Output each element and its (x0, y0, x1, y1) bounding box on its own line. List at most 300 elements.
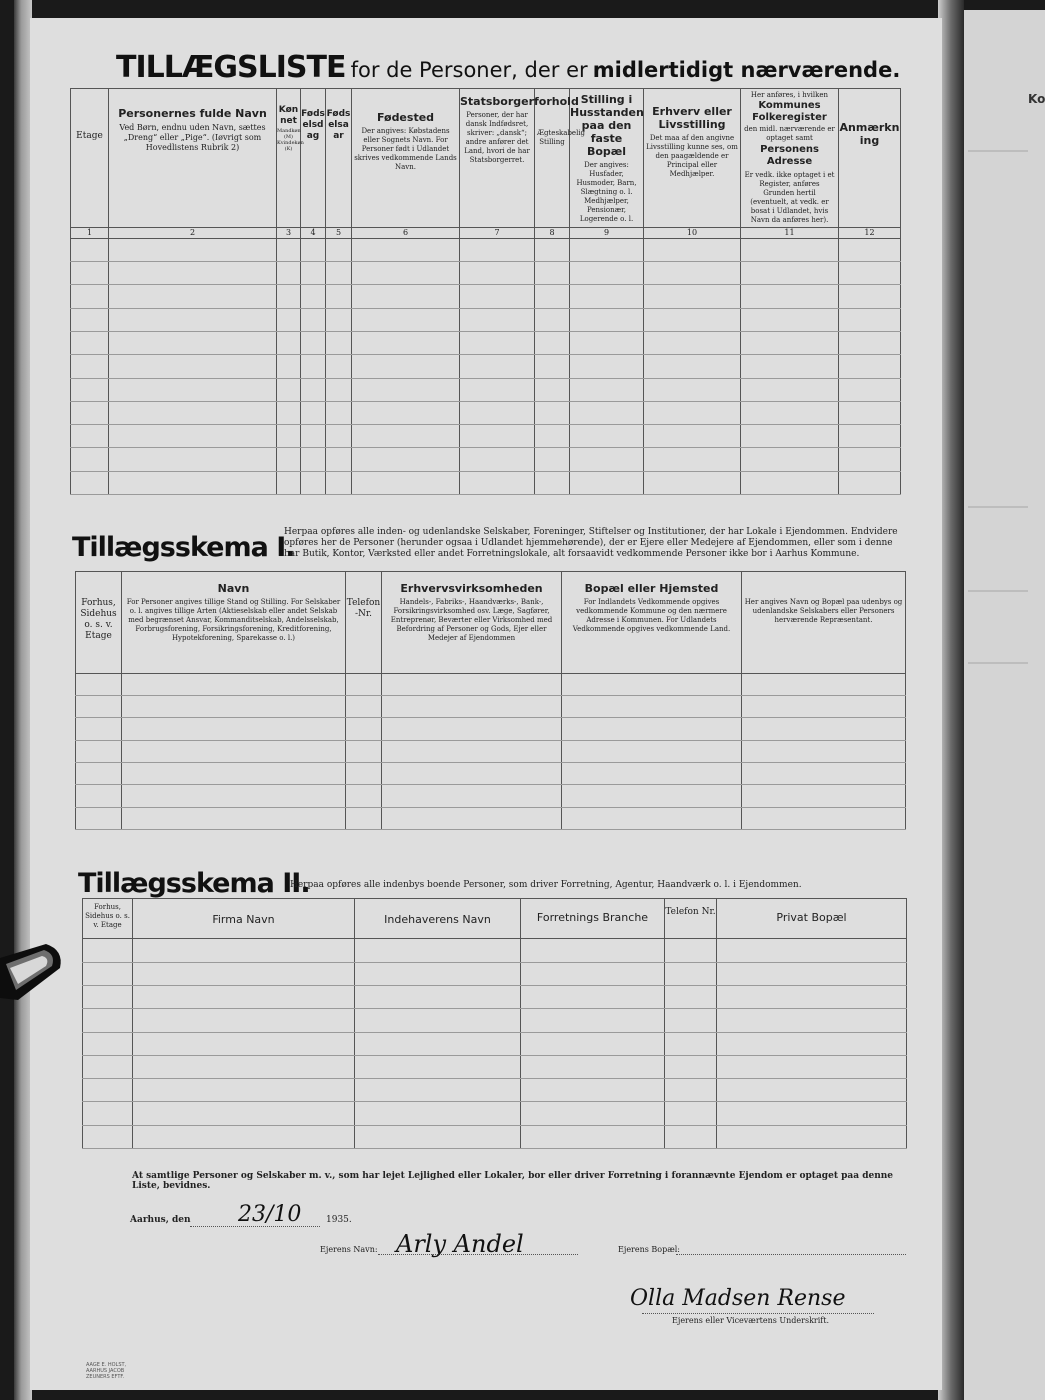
table-cell[interactable] (382, 695, 562, 717)
table-cell[interactable] (839, 355, 901, 378)
table-cell[interactable] (741, 355, 839, 378)
table-cell[interactable] (109, 285, 277, 308)
table-cell[interactable] (839, 308, 901, 331)
table-row (83, 962, 907, 985)
table-cell[interactable] (326, 308, 352, 331)
caretaker-label: Ejerens eller Viceværtens Underskrift. (672, 1316, 830, 1325)
table-cell[interactable] (277, 285, 301, 308)
table-cell[interactable] (71, 448, 109, 471)
table-cell[interactable] (355, 939, 521, 962)
table-cell[interactable] (644, 401, 741, 424)
table-cell[interactable] (301, 355, 326, 378)
table-cell[interactable] (460, 262, 535, 285)
table-cell[interactable] (355, 1102, 521, 1125)
table-cell[interactable] (521, 1102, 665, 1125)
table-cell[interactable] (71, 471, 109, 494)
table-cell[interactable] (301, 471, 326, 494)
table-cell[interactable] (644, 285, 741, 308)
next-page (964, 10, 1045, 1400)
table-cell[interactable] (521, 962, 665, 985)
table-cell[interactable] (76, 785, 122, 807)
table-cell[interactable] (71, 331, 109, 354)
skema2-intro: Herpaa opføres alle indenbys boende Personer, som driver Forretning, Agentur, Haandværk o. l. i Ejendommen. (290, 880, 802, 890)
table-cell[interactable] (277, 331, 301, 354)
table-cell[interactable] (741, 285, 839, 308)
table-cell[interactable] (301, 425, 326, 448)
table-cell[interactable] (109, 448, 277, 471)
col-etage: Etage (71, 89, 109, 228)
table-cell[interactable] (83, 1055, 133, 1078)
skema1-header (76, 572, 906, 674)
s2-col-indehaver: Indehaverens Navn (355, 899, 521, 939)
table-cell[interactable] (665, 1055, 717, 1078)
s1-col-bopael: Bopæl eller Hjemsted For Indlandets Vedkommende opgives vedkommende Kommune og den nærmere Adresse i Kommunen. For Udlandets Vedkommende opgives vedkommende Land. (562, 572, 742, 674)
table-cell[interactable] (382, 807, 562, 829)
table-cell[interactable] (277, 378, 301, 401)
table-row (83, 1079, 907, 1102)
table-cell[interactable] (277, 471, 301, 494)
city-label: Aarhus, den (130, 1215, 191, 1225)
s2-col-telefon: Telefon Nr. (665, 899, 717, 939)
table-row (71, 401, 901, 424)
table-cell[interactable] (460, 425, 535, 448)
table-cell[interactable] (644, 238, 741, 261)
table-cell[interactable] (665, 939, 717, 962)
table-cell[interactable] (109, 355, 277, 378)
table-cell[interactable] (83, 986, 133, 1009)
table-cell[interactable] (352, 285, 460, 308)
table-cell[interactable] (109, 331, 277, 354)
table-cell[interactable] (355, 962, 521, 985)
table-row (83, 1032, 907, 1055)
table-cell[interactable] (644, 355, 741, 378)
table-cell[interactable] (665, 986, 717, 1009)
table-cell[interactable] (122, 718, 346, 740)
table-cell[interactable] (741, 308, 839, 331)
table-cell[interactable] (382, 762, 562, 784)
table-cell[interactable] (71, 238, 109, 261)
table-cell[interactable] (562, 718, 742, 740)
table-cell[interactable] (717, 1032, 907, 1055)
table-cell[interactable] (570, 308, 644, 331)
table-cell[interactable] (460, 378, 535, 401)
table-cell[interactable] (839, 262, 901, 285)
table-row (71, 471, 901, 494)
table-cell[interactable] (521, 1079, 665, 1102)
table-cell[interactable] (83, 962, 133, 985)
table-cell[interactable] (839, 331, 901, 354)
table-cell[interactable] (644, 308, 741, 331)
table-cell[interactable] (742, 785, 906, 807)
table-cell[interactable] (570, 262, 644, 285)
table-row (71, 448, 901, 471)
table-cell[interactable] (717, 1102, 907, 1125)
table-cell[interactable] (535, 331, 570, 354)
table-cell[interactable] (109, 308, 277, 331)
table-cell[interactable] (76, 762, 122, 784)
table-cell[interactable] (570, 448, 644, 471)
s1-col-telefon: Telefon-Nr. (346, 572, 382, 674)
page-title: TILLÆGSLISTE (116, 50, 346, 85)
table-row (76, 785, 906, 807)
table-row (83, 1055, 907, 1078)
owner-label: Ejerens Navn: (320, 1245, 378, 1254)
table-cell[interactable] (326, 285, 352, 308)
table-cell[interactable] (352, 331, 460, 354)
table-row (83, 986, 907, 1009)
table-cell[interactable] (665, 962, 717, 985)
table-row (71, 378, 901, 401)
table-row (76, 718, 906, 740)
table-cell[interactable] (277, 355, 301, 378)
table-cell[interactable] (521, 1009, 665, 1032)
table-cell[interactable] (839, 285, 901, 308)
page-subtitle-bold: midlertidigt nærværende. (592, 58, 901, 82)
table-row (76, 740, 906, 762)
s2-col-branche: Forretnings Branche (521, 899, 665, 939)
table-cell[interactable] (382, 718, 562, 740)
table-cell[interactable] (352, 471, 460, 494)
table-cell[interactable] (521, 1055, 665, 1078)
table-cell[interactable] (277, 238, 301, 261)
table-cell[interactable] (133, 962, 355, 985)
page-title-line (116, 50, 900, 85)
skema1-body (76, 673, 906, 829)
table-cell[interactable] (839, 378, 901, 401)
table-cell[interactable] (133, 1079, 355, 1102)
table-cell[interactable] (644, 331, 741, 354)
table-cell[interactable] (741, 262, 839, 285)
table-cell[interactable] (665, 1125, 717, 1148)
table-cell[interactable] (326, 448, 352, 471)
table-row (83, 1102, 907, 1125)
table-cell[interactable] (71, 378, 109, 401)
table-cell[interactable] (301, 308, 326, 331)
table-cell[interactable] (83, 1032, 133, 1055)
table-cell[interactable] (133, 1009, 355, 1032)
table-cell[interactable] (355, 1125, 521, 1148)
table-cell[interactable] (352, 401, 460, 424)
table-row (76, 807, 906, 829)
table-cell[interactable] (562, 673, 742, 695)
table-cell[interactable] (741, 448, 839, 471)
table-cell[interactable] (71, 262, 109, 285)
table-cell[interactable] (83, 1102, 133, 1125)
table-cell[interactable] (277, 308, 301, 331)
table-cell[interactable] (644, 425, 741, 448)
table-cell[interactable] (76, 695, 122, 717)
table-cell[interactable] (109, 471, 277, 494)
table-cell[interactable] (326, 238, 352, 261)
table-cell[interactable] (71, 308, 109, 331)
table-cell[interactable] (71, 285, 109, 308)
table-cell[interactable] (741, 471, 839, 494)
s1-col-repraesentant: Her angives Navn og Bopæl paa udenbys og udenlandske Selskabers eller Personers herværende Repræsentant. (742, 572, 906, 674)
table-cell[interactable] (83, 939, 133, 962)
table-cell[interactable] (326, 262, 352, 285)
table-cell[interactable] (76, 740, 122, 762)
table-cell[interactable] (535, 425, 570, 448)
table-cell[interactable] (562, 785, 742, 807)
table-cell[interactable] (570, 471, 644, 494)
table-cell[interactable] (133, 1032, 355, 1055)
skema1-title: Tillægsskema I. (72, 532, 295, 563)
table-row (71, 355, 901, 378)
table-cell[interactable] (742, 673, 906, 695)
skema2-body (83, 939, 907, 1149)
table-cell[interactable] (570, 238, 644, 261)
table-cell[interactable] (122, 695, 346, 717)
main-table-numbers: 1 2 3 4 5 6 7 8 9 10 11 12 (71, 227, 901, 238)
table-cell[interactable] (301, 238, 326, 261)
table-cell[interactable] (355, 1032, 521, 1055)
table-cell[interactable] (277, 425, 301, 448)
table-cell[interactable] (355, 986, 521, 1009)
caretaker-line (642, 1313, 874, 1314)
col-foedested: Fødested Der angives: Købstadens eller Sognets Navn. For Personer født i Udlandet skrives vedkommende Lands Navn. (352, 89, 460, 228)
table-row (71, 425, 901, 448)
table-row (83, 1009, 907, 1032)
table-cell[interactable] (301, 378, 326, 401)
owner-residence-line (676, 1254, 906, 1255)
table-cell[interactable] (535, 238, 570, 261)
table-cell[interactable] (382, 785, 562, 807)
table-cell[interactable] (521, 986, 665, 1009)
table-cell[interactable] (346, 695, 382, 717)
table-row (76, 695, 906, 717)
table-cell[interactable] (109, 262, 277, 285)
table-cell[interactable] (741, 378, 839, 401)
table-cell[interactable] (717, 1009, 907, 1032)
table-cell[interactable] (71, 425, 109, 448)
table-cell[interactable] (665, 1009, 717, 1032)
table-cell[interactable] (352, 238, 460, 261)
table-cell[interactable] (562, 695, 742, 717)
table-cell[interactable] (717, 1055, 907, 1078)
table-cell[interactable] (460, 471, 535, 494)
table-cell[interactable] (346, 718, 382, 740)
col-koen: Kønnet Mandkøn (M) Kvindekøn (K) (277, 89, 301, 228)
table-cell[interactable] (352, 425, 460, 448)
owner-signature: Arly Andel (396, 1230, 524, 1258)
table-cell[interactable] (644, 378, 741, 401)
table-cell[interactable] (535, 308, 570, 331)
table-cell[interactable] (839, 448, 901, 471)
table-cell[interactable] (352, 355, 460, 378)
table-cell[interactable] (301, 401, 326, 424)
page-subtitle: for de Personer, der er (350, 58, 588, 82)
table-cell[interactable] (742, 718, 906, 740)
table-cell[interactable] (76, 807, 122, 829)
table-cell[interactable] (521, 1032, 665, 1055)
table-cell[interactable] (521, 939, 665, 962)
table-cell[interactable] (352, 448, 460, 471)
table-cell[interactable] (742, 762, 906, 784)
col-statsborger: Statsborgerforhold Personer, der har dansk Indfødsret, skriver: „dansk“; andre anfører det Land, hvori de har Statsborgerret. (460, 89, 535, 228)
table-cell[interactable] (133, 986, 355, 1009)
table-cell[interactable] (109, 378, 277, 401)
table-cell[interactable] (460, 331, 535, 354)
table-cell[interactable] (301, 448, 326, 471)
table-cell[interactable] (352, 378, 460, 401)
table-cell[interactable] (277, 448, 301, 471)
table-cell[interactable] (839, 401, 901, 424)
table-cell[interactable] (741, 238, 839, 261)
table-cell[interactable] (570, 378, 644, 401)
table-cell[interactable] (76, 718, 122, 740)
table-cell[interactable] (71, 401, 109, 424)
table-cell[interactable] (742, 695, 906, 717)
table-cell[interactable] (83, 1009, 133, 1032)
table-cell[interactable] (133, 939, 355, 962)
table-cell[interactable] (839, 425, 901, 448)
table-cell[interactable] (109, 401, 277, 424)
table-cell[interactable] (277, 262, 301, 285)
table-cell[interactable] (535, 448, 570, 471)
table-cell[interactable] (535, 355, 570, 378)
page-clip-icon (0, 944, 64, 1000)
table-cell[interactable] (460, 355, 535, 378)
table-cell[interactable] (122, 740, 346, 762)
skema2-title: Tillægsskema II. (78, 868, 310, 899)
table-cell[interactable] (326, 471, 352, 494)
table-cell[interactable] (133, 1055, 355, 1078)
form-page (30, 18, 942, 1390)
table-cell[interactable] (562, 740, 742, 762)
table-cell[interactable] (109, 238, 277, 261)
table-cell[interactable] (122, 673, 346, 695)
col-navn: Personernes fulde Navn Ved Børn, endnu uden Navn, sættes „Dreng“ eller „Pige“. (Iøvrigt som Hovedlistens Rubrik 2) (109, 89, 277, 228)
table-cell[interactable] (535, 378, 570, 401)
table-cell[interactable] (570, 355, 644, 378)
table-cell[interactable] (535, 471, 570, 494)
table-row (83, 1125, 907, 1148)
col-foedselsaar: Fødselsaar (326, 89, 352, 228)
table-cell[interactable] (717, 962, 907, 985)
table-cell[interactable] (133, 1125, 355, 1148)
s1-col-etage: Forhus, Sidehus o. s. v. Etage (76, 572, 122, 674)
table-cell[interactable] (83, 1125, 133, 1148)
table-cell[interactable] (535, 401, 570, 424)
table-cell[interactable] (570, 285, 644, 308)
table-cell[interactable] (326, 355, 352, 378)
table-cell[interactable] (83, 1079, 133, 1102)
year: 1935. (326, 1215, 352, 1225)
table-cell[interactable] (109, 425, 277, 448)
table-cell[interactable] (644, 262, 741, 285)
table-cell[interactable] (301, 331, 326, 354)
table-cell[interactable] (346, 807, 382, 829)
table-cell[interactable] (301, 262, 326, 285)
table-cell[interactable] (665, 1032, 717, 1055)
caretaker-signature: Olla Madsen Rense (630, 1286, 846, 1311)
skema1-intro: Herpaa opføres alle inden- og udenlandske Selskaber, Foreninger, Stiftelser og Institutioner, der har Lokale i Ejendommen. Endvidere opføres her de Personer (herunder ogsaa i Udlandet hjemmehørende), der er Ejere eller Medejere af Ejendommen, eller som i denne har Butik, Kontor, Værksted eller andet Forretningslokale, alt forsaavidt vedkommende Personer ikke bor i Aarhus Kommune. (284, 527, 898, 559)
main-table-body (71, 238, 901, 494)
table-cell[interactable] (562, 762, 742, 784)
table-cell[interactable] (460, 238, 535, 261)
table-cell[interactable] (460, 401, 535, 424)
table-cell[interactable] (644, 448, 741, 471)
table-cell[interactable] (346, 673, 382, 695)
s2-col-etage: Forhus, Sidehus o. s. v. Etage (83, 899, 133, 939)
table-cell[interactable] (562, 807, 742, 829)
table-cell[interactable] (665, 1079, 717, 1102)
main-table-header (71, 89, 901, 228)
table-cell[interactable] (717, 939, 907, 962)
table-cell[interactable] (839, 238, 901, 261)
skema2-table (82, 898, 907, 1149)
table-cell[interactable] (346, 740, 382, 762)
table-cell[interactable] (122, 762, 346, 784)
table-cell[interactable] (741, 401, 839, 424)
table-cell[interactable] (277, 401, 301, 424)
table-cell[interactable] (382, 673, 562, 695)
table-cell[interactable] (717, 1079, 907, 1102)
table-cell[interactable] (717, 986, 907, 1009)
table-cell[interactable] (460, 285, 535, 308)
table-row (83, 939, 907, 962)
table-cell[interactable] (355, 1055, 521, 1078)
col-erhverv: Erhverv eller Livsstilling Det maa af den angivne Livsstilling kunne ses, om den paagældende er Principal eller Medhjælper. (644, 89, 741, 228)
table-cell[interactable] (326, 401, 352, 424)
col-aegteskab: Ægteskabelig Stilling (535, 89, 570, 228)
table-cell[interactable] (71, 355, 109, 378)
next-page-fragment: Ko (1028, 92, 1045, 106)
table-cell[interactable] (570, 401, 644, 424)
table-cell[interactable] (460, 448, 535, 471)
col-foedselsdag: Fødselsdag (301, 89, 326, 228)
table-cell[interactable] (122, 785, 346, 807)
table-cell[interactable] (460, 308, 535, 331)
table-cell[interactable] (326, 425, 352, 448)
table-cell[interactable] (382, 740, 562, 762)
table-cell[interactable] (665, 1102, 717, 1125)
table-cell[interactable] (355, 1009, 521, 1032)
table-cell[interactable] (741, 331, 839, 354)
s2-col-bopael: Privat Bopæl (717, 899, 907, 939)
date-handwritten: 23/10 (238, 1202, 302, 1227)
table-cell[interactable] (535, 285, 570, 308)
table-cell[interactable] (741, 425, 839, 448)
table-cell[interactable] (570, 425, 644, 448)
table-cell[interactable] (742, 807, 906, 829)
table-cell[interactable] (133, 1102, 355, 1125)
table-row (71, 238, 901, 261)
table-cell[interactable] (76, 673, 122, 695)
table-cell[interactable] (352, 308, 460, 331)
table-cell[interactable] (346, 785, 382, 807)
table-cell[interactable] (742, 740, 906, 762)
table-cell[interactable] (352, 262, 460, 285)
table-cell[interactable] (717, 1125, 907, 1148)
table-cell[interactable] (301, 285, 326, 308)
table-row (76, 762, 906, 784)
declaration: At samtlige Personer og Selskaber m. v., som har lejet Lejlighed eller Lokaler, bor eller driver Forretning i forannævnte Ejendom er optaget paa denne Liste, bevidnes. (132, 1171, 894, 1191)
table-cell[interactable] (521, 1125, 665, 1148)
table-cell[interactable] (535, 262, 570, 285)
table-cell[interactable] (839, 471, 901, 494)
owner-residence-label: Ejerens Bopæl: (618, 1245, 681, 1254)
main-table (70, 88, 901, 495)
table-cell[interactable] (355, 1079, 521, 1102)
table-cell[interactable] (326, 378, 352, 401)
table-cell[interactable] (570, 331, 644, 354)
table-cell[interactable] (346, 762, 382, 784)
table-cell[interactable] (122, 807, 346, 829)
table-cell[interactable] (644, 471, 741, 494)
s1-col-navn: Navn For Personer angives tillige Stand og Stilling. For Selskaber o. l. angives tillige Arten (Aktieselskab eller andet Selskab med begrænset Ansvar, Kommanditselskab, Andelsselskab, Forbrugsforening, Forsikringsforening, Kreditforening, Hypotekforening, Sparekasse o. l.) (122, 572, 346, 674)
table-cell[interactable] (326, 331, 352, 354)
